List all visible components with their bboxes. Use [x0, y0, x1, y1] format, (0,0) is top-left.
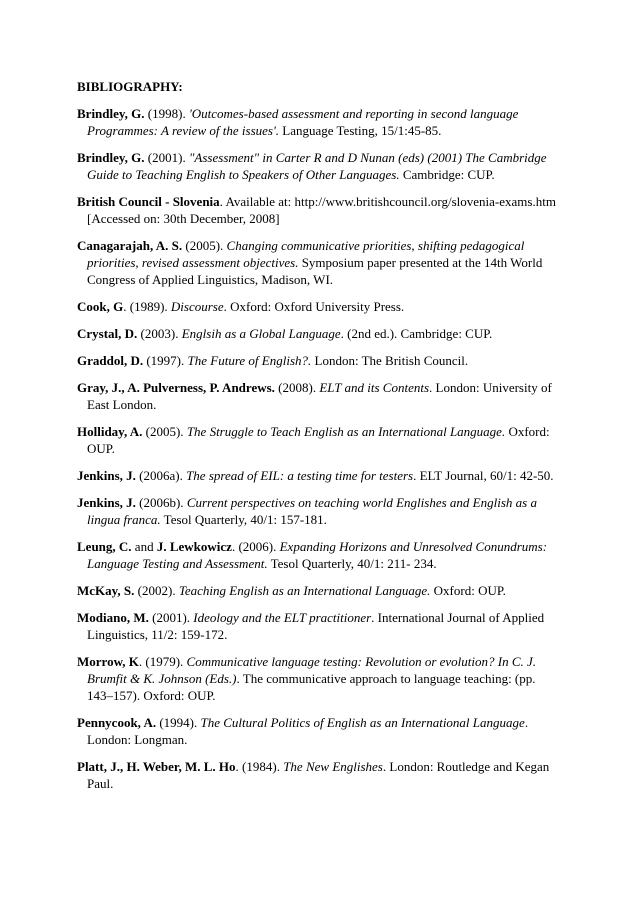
entry-title: Changing communicative priorities, shifting pedagogical priorities, revised assessment objectives.: [87, 238, 525, 270]
bibliography-entry: [77, 538, 563, 572]
entry-date: (2006b).: [135, 495, 187, 510]
entry-author: Jenkins, J.: [77, 495, 136, 510]
entry-date: (1994).: [156, 715, 201, 730]
entry-publication: Oxford: OUP.: [430, 583, 506, 598]
entry-author: Holliday, A.: [77, 424, 143, 439]
entry-publication: . International Journal of Applied Linguistics, 11/2: 159-172.: [87, 610, 545, 642]
entry-author: Pennycook, A.: [77, 715, 157, 730]
bibliography-entry: [77, 714, 563, 748]
entry-title: Expanding Horizons and Unresolved Conundrums: Language Testing and Assessment.: [87, 539, 548, 571]
bibliography-entry: [77, 494, 563, 528]
entry-author: Crystal, D.: [77, 326, 138, 341]
entry-title: Discourse: [170, 299, 224, 314]
bibliography-entry: [77, 379, 563, 413]
entry-author: Graddol, D.: [77, 353, 144, 368]
entry-author: McKay, S.: [77, 583, 135, 598]
entry-date: (2005).: [182, 238, 227, 253]
entry-publication: Tesol Quarterly, 40/1: 157-181.: [160, 512, 327, 527]
entry-publication: Oxford: OUP.: [87, 424, 550, 456]
entry-title: Teaching English as an International Language.: [178, 583, 431, 598]
entry-publication: . ELT Journal, 60/1: 42-50.: [413, 468, 554, 483]
entry-title: Communicative language testing: Revolution or evolution? In C. J. Brumfit & K. Johnson (Eds.): [87, 654, 537, 686]
bibliography-entry: [77, 653, 563, 704]
entry-conjunction: and: [131, 539, 157, 554]
entry-date: (1997).: [143, 353, 188, 368]
entry-author: Leung, C.: [77, 539, 132, 554]
entry-publication: . Available at: http://www.britishcouncil.org/slovenia-exams.htm [Accessed on: 30th December, 2008]: [87, 194, 556, 226]
entry-publication: . (2nd ed.). Cambridge: CUP.: [340, 326, 493, 341]
entry-date: . (1989).: [123, 299, 171, 314]
entry-title: The Cultural Politics of English as an International Language: [200, 715, 525, 730]
entry-author: Modiano, M.: [77, 610, 149, 625]
entry-publication: Symposium paper presented at the 14th World Congress of Applied Linguistics, Madison, WI.: [87, 255, 543, 287]
bibliography-entry: [77, 467, 563, 484]
entry-title: Englsih as a Global Language: [181, 326, 341, 341]
bibliography-heading: BIBLIOGRAPHY:: [77, 79, 183, 94]
entry-publication: . London: Routledge and Kegan Paul.: [87, 759, 550, 791]
entry-title: The Struggle to Teach English as an International Language.: [186, 424, 506, 439]
entry-title: Current perspectives on teaching world Englishes and English as a lingua franca.: [87, 495, 537, 527]
entry-date: (2005).: [142, 424, 187, 439]
entry-author: Jenkins, J.: [77, 468, 136, 483]
entry-publication: London: The British Council.: [311, 353, 469, 368]
entry-author: Brindley, G.: [77, 150, 145, 165]
entry-title: The Future of English?.: [187, 353, 312, 368]
entry-publication: . London: University of East London.: [87, 380, 552, 412]
bibliography-page: [77, 78, 563, 802]
entry-author: Platt, J., H. Weber, M. L. Ho: [77, 759, 236, 774]
entry-author: British Council - Slovenia: [77, 194, 220, 209]
entry-author: Canagarajah, A. S.: [77, 238, 183, 253]
entry-title: 'Outcomes-based assessment and reporting in second language Programmes: A review of the issues'.: [87, 106, 519, 138]
bibliography-entry: [77, 149, 563, 183]
bibliography-entry: [77, 193, 563, 227]
entry-author: Brindley, G.: [77, 106, 145, 121]
entry-date: (2008).: [274, 380, 320, 395]
entry-date: (2001).: [148, 610, 194, 625]
entry-author: Cook, G: [77, 299, 124, 314]
entry-title: "Assessment" in Carter R and D Nunan (eds) (2001) The Cambridge Guide to Teaching English to Speakers of Other Languages.: [87, 150, 547, 182]
bibliography-entry: [77, 609, 563, 643]
entry-title: The New Englishes: [283, 759, 383, 774]
entry-title: ELT and its Contents: [319, 380, 430, 395]
entry-author: Morrow, K: [77, 654, 139, 669]
entry-date: (2006a).: [135, 468, 187, 483]
entry-date: (2002).: [134, 583, 179, 598]
entry-author: Gray, J., A. Pulverness, P. Andrews.: [77, 380, 275, 395]
entry-title: The spread of EIL: a testing time for testers: [186, 468, 414, 483]
bibliography-entry: [77, 237, 563, 288]
entry-publication: Tesol Quarterly, 40/1: 211- 234.: [267, 556, 437, 571]
bibliography-entry: [77, 423, 563, 457]
entry-date: . (2006).: [231, 539, 280, 554]
entry-date: (1998).: [144, 106, 189, 121]
bibliography-entry: [77, 352, 563, 369]
entry-date: (2001).: [144, 150, 189, 165]
entry-publication: Cambridge: CUP.: [399, 167, 495, 182]
entry-date: (2003).: [137, 326, 182, 341]
entry-coauthor: J. Lewkowicz: [156, 539, 232, 554]
bibliography-entry: [77, 298, 563, 315]
bibliography-entry: [77, 105, 563, 139]
entry-date: . (1979).: [138, 654, 187, 669]
entry-publication: Language Testing, 15/1:45-85.: [279, 123, 442, 138]
bibliography-entry: [77, 758, 563, 792]
bibliography-entry: [77, 325, 563, 342]
entry-publication: . London: Longman.: [87, 715, 529, 747]
entry-date: . (1984).: [235, 759, 284, 774]
entry-publication: . Oxford: Oxford University Press.: [223, 299, 405, 314]
bibliography-entry: [77, 582, 563, 599]
entry-title: Ideology and the ELT practitioner: [193, 610, 372, 625]
entry-publication: . The communicative approach to language teaching: (pp. 143–157). Oxford: OUP.: [87, 671, 536, 703]
